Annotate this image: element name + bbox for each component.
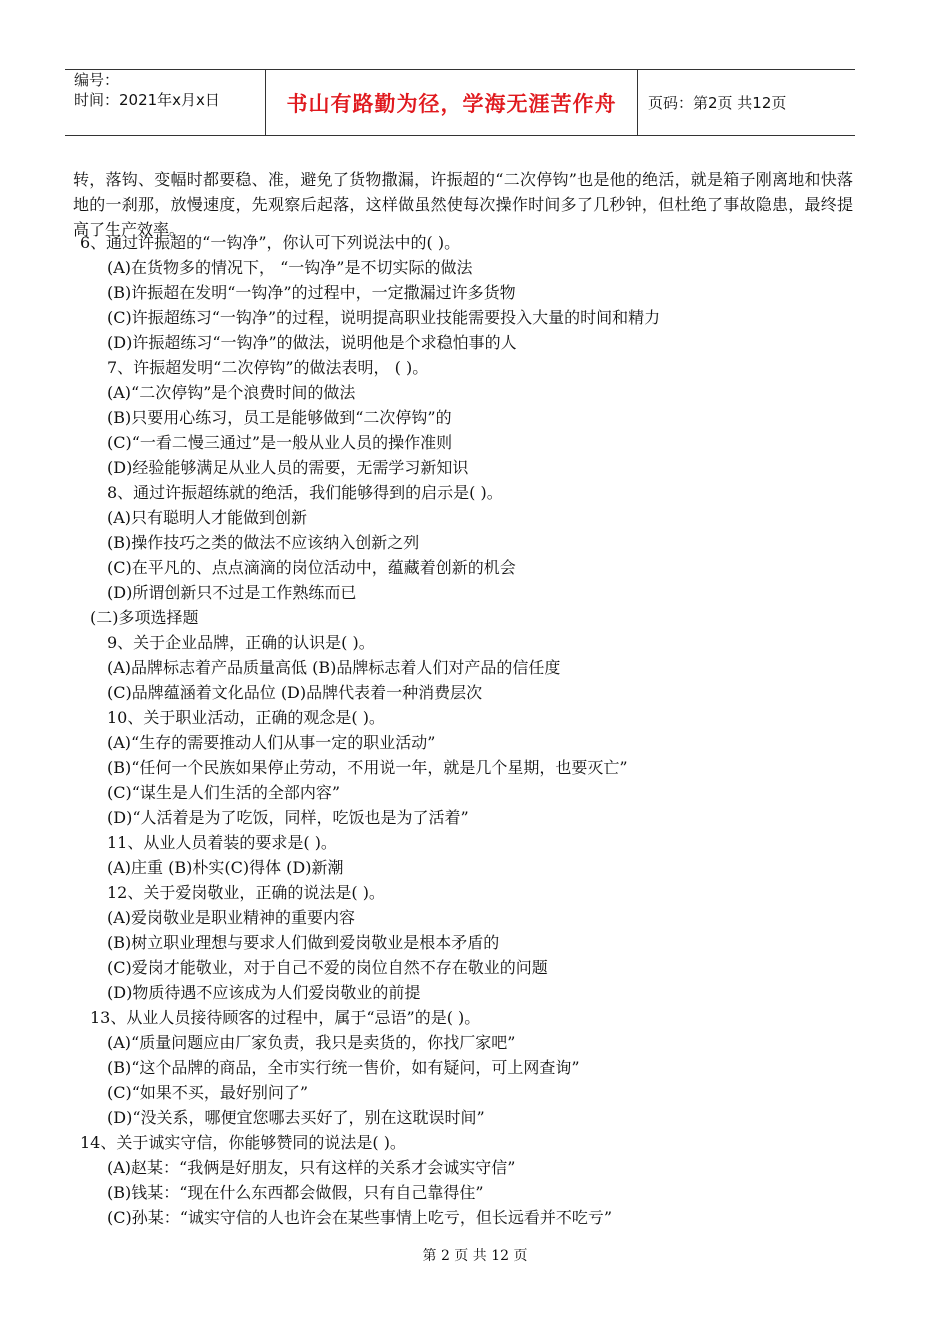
text-line: (C)孙某：“诚实守信的人也许会在某些事情上吃亏，但长远看并不吃亏” — [107, 1208, 613, 1227]
text-line: (B)只要用心练习，员工是能够做到“二次停钩”的 — [107, 408, 452, 427]
text-line: (D)“没关系，哪便宜您哪去买好了，别在这耽误时间” — [107, 1108, 485, 1127]
text-line: (B)“任何一个民族如果停止劳动，不用说一年，就是几个星期，也要灭亡” — [107, 758, 628, 777]
text-line: 7、许振超发明“二次停钩”的做法表明， ( )。 — [107, 358, 429, 377]
text-line: (B)树立职业理想与要求人们做到爱岗敬业是根本矛盾的 — [107, 933, 500, 952]
text-line: (C)“谋生是人们生活的全部内容” — [107, 783, 341, 802]
text-line: (A)在货物多的情况下， “一钩净”是不切实际的做法 — [107, 258, 473, 277]
text-line: 10、关于职业活动，正确的观念是( )。 — [107, 708, 385, 727]
text-line: (D)许振超练习“一钩净”的做法，说明他是个求稳怕事的人 — [107, 333, 517, 352]
header-motto: 书山有路勤为径，学海无涯苦作舟 — [286, 92, 617, 116]
text-line: (A)庄重 (B)朴实(C)得体 (D)新潮 — [107, 858, 344, 877]
time-label: 时间：2021年x月x日 — [74, 91, 220, 109]
header-bottom-rule — [65, 135, 855, 136]
text-line: (A)只有聪明人才能做到创新 — [107, 508, 308, 527]
text-line: (B)钱某：“现在什么东西都会做假，只有自己靠得住” — [107, 1183, 484, 1202]
text-line: (D)所谓创新只不过是工作熟练而已 — [107, 583, 357, 602]
text-line: (A)“质量问题应由厂家负责，我只是卖货的，你找厂家吧” — [107, 1033, 516, 1052]
number-label: 编号： — [74, 71, 120, 89]
text-line: (二)多项选择题 — [90, 608, 199, 627]
text-line: 8、通过许振超练就的绝活，我们能够得到的启示是( )。 — [107, 483, 503, 502]
text-line: 6、通过许振超的“一钩净”，你认可下列说法中的( )。 — [80, 233, 461, 252]
text-line: 14、关于诚实守信，你能够赞同的说法是( )。 — [80, 1133, 406, 1152]
text-line: (C)在平凡的、点点滴滴的岗位活动中，蕴藏着创新的机会 — [107, 558, 516, 577]
text-line: (A)“二次停钩”是个浪费时间的做法 — [107, 383, 356, 402]
header-meta — [74, 70, 220, 110]
text-line: (D)物质待遇不应该成为人们爱岗敬业的前提 — [107, 983, 421, 1002]
text-line: 12、关于爱岗敬业，正确的说法是( )。 — [107, 883, 385, 902]
header-divider — [637, 69, 638, 135]
text-line: (D)经验能够满足从业人员的需要，无需学习新知识 — [107, 458, 469, 477]
text-line: 9、关于企业品牌，正确的认识是( )。 — [107, 633, 375, 652]
text-line: (C)品牌蕴涵着文化品位 (D)品牌代表着一种消费层次 — [107, 683, 483, 702]
text-line: 11、从业人员着装的要求是( )。 — [107, 833, 337, 852]
header-page-info: 页码：第2页 共12页 — [648, 94, 787, 112]
text-line: (A)品牌标志着产品质量高低 (B)品牌标志着人们对产品的信任度 — [107, 658, 561, 677]
text-line: 13、从业人员接待顾客的过程中，属于“忌语”的是( )。 — [90, 1008, 481, 1027]
text-line: (C)“一看二慢三通过”是一般从业人员的操作准则 — [107, 433, 453, 452]
text-line: (A)赵某：“我俩是好朋友，只有这样的关系才会诚实守信” — [107, 1158, 516, 1177]
text-line: (A)“生存的需要推动人们从事一定的职业活动” — [107, 733, 436, 752]
text-line: (C)许振超练习“一钩净”的过程，说明提高职业技能需要投入大量的时间和精力 — [107, 308, 661, 327]
page-footer: 第 2 页 共 12 页 — [422, 1248, 528, 1264]
text-line: (A)爱岗敬业是职业精神的重要内容 — [107, 908, 356, 927]
text-line: (C)“如果不买，最好别问了” — [107, 1083, 309, 1102]
text-line: (B)许振超在发明“一钩净”的过程中，一定撒漏过许多货物 — [107, 283, 516, 302]
intro-paragraph: 转，落钩、变幅时都要稳、准，避免了货物撒漏，许振超的“二次停钩”也是他的绝活，就是箱子刚离地和快落地的一刹那，放慢速度，先观察后起落，这样做虽然使每次操作时间多了几秒钟，但杜绝了事故隐患，最终提高了生产效率。 — [73, 170, 853, 239]
text-line: (D)“人活着是为了吃饭，同样，吃饭也是为了活着” — [107, 808, 469, 827]
text-line: (B)操作技巧之类的做法不应该纳入创新之列 — [107, 533, 420, 552]
text-line: (C)爱岗才能敬业，对于自己不爱的岗位自然不存在敬业的问题 — [107, 958, 548, 977]
text-line: (B)“这个品牌的商品，全市实行统一售价，如有疑问，可上网查询” — [107, 1058, 580, 1077]
